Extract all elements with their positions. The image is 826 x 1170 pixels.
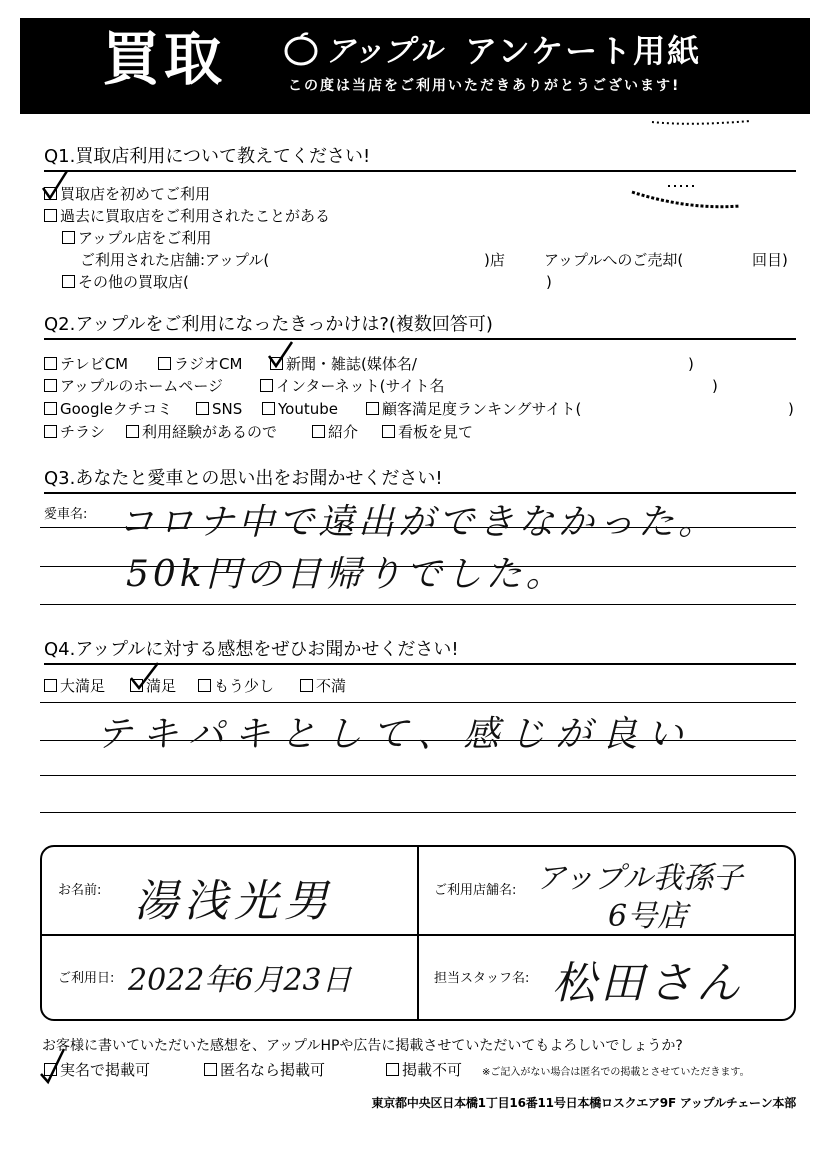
q1-store-suffix: )店 <box>484 251 505 269</box>
q1-option-first[interactable]: 買取店を初めてご利用 <box>44 184 210 204</box>
checkbox[interactable] <box>126 425 139 438</box>
checkbox[interactable] <box>44 379 57 392</box>
box-divider-vertical <box>417 847 419 1019</box>
checkbox[interactable] <box>158 357 171 370</box>
q4-handwritten-answer[interactable]: テキパキとして、感じが良い <box>96 714 694 755</box>
checkbox[interactable] <box>62 231 75 244</box>
q2-option-referral[interactable]: 紹介 <box>312 422 358 442</box>
q1-option-past[interactable]: 過去に買取店をご利用されたことがある <box>44 206 330 226</box>
name-handwritten[interactable]: 湯浅光男 <box>134 876 334 927</box>
checkbox[interactable] <box>44 425 57 438</box>
checkbox[interactable] <box>62 275 75 288</box>
staff-label: 担当スタッフ名: <box>434 971 530 986</box>
kaitori-title: 買取 <box>102 25 227 93</box>
q2-option-sign[interactable]: 看板を見て <box>382 422 473 442</box>
checkbox[interactable] <box>44 357 57 370</box>
q1-heading: Q1.買取店利用について教えてください! <box>44 144 796 172</box>
checkbox[interactable] <box>262 402 275 415</box>
q2-option-news[interactable]: 新聞・雑誌(媒体名/ <box>270 354 417 374</box>
q4-heading: Q4.アップルに対する感想をぜひお聞かせください! <box>44 637 796 665</box>
q3-handwritten-line2[interactable]: 50k円の日帰りでした。 <box>126 554 566 595</box>
survey-title: アンケート用紙 <box>465 32 702 70</box>
q2-option-youtube[interactable]: Youtube <box>262 399 338 419</box>
checkbox[interactable] <box>198 679 211 692</box>
q3-heading: Q3.あなたと愛車との思い出をお聞かせください! <box>44 466 796 494</box>
q2-option-hp[interactable]: アップルのホームページ <box>44 376 223 396</box>
q4-option-more[interactable]: もう少し <box>198 676 274 696</box>
date-label: ご利用日: <box>58 971 115 986</box>
apple-logo-icon <box>282 32 320 66</box>
check-mark-icon <box>38 1046 68 1086</box>
q4-option-satisfied[interactable]: 満足 <box>130 676 176 696</box>
store-handwritten-1[interactable]: アップル我孫子 <box>536 861 743 896</box>
q2-option-google[interactable]: Googleクチコミ <box>44 399 172 419</box>
footer-address: 東京都中央区日本橋1丁目16番11号日本橋ロスクエア9F アップルチェーン本部 <box>371 1096 796 1110</box>
brand-name: アップル <box>325 34 442 69</box>
customer-info-box <box>40 845 796 1021</box>
consent-question: お客様に書いていただいた感想を、アップルHPや広告に掲載させていただいてもよろしいでしょうか? <box>42 1038 683 1054</box>
name-label: お名前: <box>58 883 102 898</box>
scan-noise-top <box>650 116 760 130</box>
q3-handwritten-line1[interactable]: コロナ中で遠出ができなかった。 <box>118 502 719 543</box>
checkbox[interactable] <box>196 402 209 415</box>
q2-net-suffix: ) <box>712 377 718 395</box>
store-handwritten-2[interactable]: 6号店 <box>608 899 688 934</box>
q1-sale-label: アップルへのご売却( <box>544 251 684 269</box>
store-label: ご利用店舗名: <box>434 883 517 898</box>
checkbox[interactable] <box>44 679 57 692</box>
consent-anonymous[interactable]: 匿名なら掲載可 <box>204 1060 325 1080</box>
answer-line <box>40 812 796 813</box>
answer-line <box>40 702 796 703</box>
answer-line <box>40 604 796 605</box>
q2-option-radio[interactable]: ラジオCM <box>158 354 242 374</box>
checkbox[interactable] <box>386 1063 399 1076</box>
q2-ranking-suffix: ) <box>788 400 794 418</box>
check-mark-icon <box>128 660 162 692</box>
q2-option-flyer[interactable]: チラシ <box>44 422 105 442</box>
checkbox[interactable] <box>44 209 57 222</box>
answer-line <box>40 775 796 776</box>
q1-other-suffix: ) <box>546 273 552 291</box>
q1-store-label: ご利用された店舗:アップル( <box>80 251 270 269</box>
consent-note: ※ご記入がない場合は匿名での掲載とさせていただきます。 <box>482 1067 750 1078</box>
q2-option-tv[interactable]: テレビCM <box>44 354 128 374</box>
q2-heading: Q2.アップルをご利用になったきっかけは?(複数回答可) <box>44 312 796 340</box>
q2-option-experience[interactable]: 利用経験があるので <box>126 422 277 442</box>
q1-option-other[interactable]: その他の買取店( <box>62 272 189 292</box>
staff-handwritten[interactable]: 松田さん <box>552 958 744 1009</box>
checkbox[interactable] <box>312 425 325 438</box>
checkbox[interactable] <box>366 402 379 415</box>
q2-option-net[interactable]: インターネット(サイト名 <box>260 376 444 396</box>
consent-refuse[interactable]: 掲載不可 <box>386 1060 462 1080</box>
header-subtitle: この度は当店をご利用いただきありがとうございます! <box>288 78 681 94</box>
checkbox[interactable] <box>300 679 313 692</box>
consent-real-name[interactable]: 実名で掲載可 <box>44 1060 150 1080</box>
header-banner <box>20 18 810 114</box>
date-handwritten[interactable]: 2022年6月23日 <box>128 963 352 998</box>
checkbox[interactable] <box>44 402 57 415</box>
checkbox[interactable] <box>260 379 273 392</box>
car-name-label: 愛車名: <box>44 507 88 522</box>
q4-option-unsatisfied[interactable]: 不満 <box>300 676 346 696</box>
checkbox[interactable] <box>382 425 395 438</box>
scan-noise-right <box>628 180 748 216</box>
check-mark-icon <box>40 168 70 202</box>
q1-sale-suffix: 回目) <box>752 251 788 269</box>
q2-option-ranking[interactable]: 顧客満足度ランキングサイト( <box>366 399 581 419</box>
q1-option-apple[interactable]: アップル店をご利用 <box>62 228 211 248</box>
q2-option-sns[interactable]: SNS <box>196 399 242 419</box>
q2-news-suffix: ) <box>688 355 694 373</box>
check-mark-icon <box>266 340 296 370</box>
checkbox[interactable] <box>204 1063 217 1076</box>
q4-option-very[interactable]: 大満足 <box>44 676 105 696</box>
